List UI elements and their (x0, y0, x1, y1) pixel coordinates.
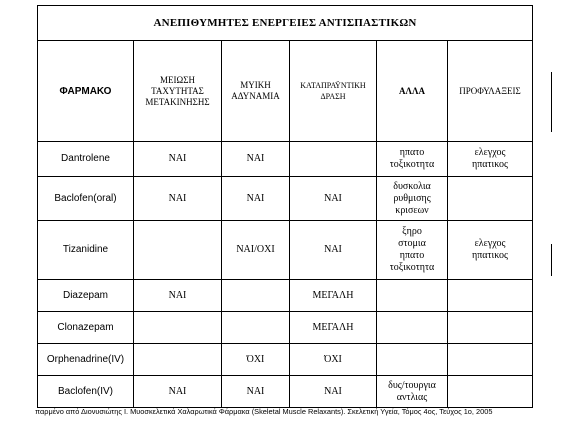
cell-drug: Diazepam (38, 280, 134, 312)
cell-muscle-weakness: ΌΧΙ (222, 344, 290, 376)
cell-drug: Baclofen(IV) (38, 376, 134, 408)
cell-muscle-weakness: ΝΑΙ (222, 376, 290, 408)
table-row (38, 280, 533, 312)
cell-movement-speed (134, 221, 222, 280)
cell-muscle-weakness: ΝΑΙ/ΟΧΙ (222, 221, 290, 280)
table-row (38, 177, 533, 221)
table-row (38, 312, 533, 344)
cell-sedation: ΝΑΙ (290, 177, 377, 221)
cell-movement-speed (134, 344, 222, 376)
cell-drug: Dantrolene (38, 142, 134, 177)
cell-muscle-weakness (222, 280, 290, 312)
table-row (38, 221, 533, 280)
header-precautions: ΠΡΟΦΥΛΑΞΕΙΣ (448, 41, 533, 142)
header-other: ΑΛΛΑ (377, 41, 448, 142)
cell-other: δυσκολια ρυθμισης κρισεων (377, 177, 448, 221)
header-muscle-weakness: ΜΥΙΚΗ ΑΔΥΝΑΜΙΑ (222, 41, 290, 142)
cell-movement-speed: ΝΑΙ (134, 376, 222, 408)
cell-movement-speed: ΝΑΙ (134, 142, 222, 177)
cell-other (377, 344, 448, 376)
edge-mark (551, 72, 552, 132)
cell-precautions: ελεγχος ηπατικος (448, 142, 533, 177)
header-movement-speed: ΜΕΙΩΣΗ ΤΑΧΥΤΗΤΑΣ ΜΕΤΑΚΙΝΗΣΗΣ (134, 41, 222, 142)
cell-movement-speed (134, 312, 222, 344)
cell-other (377, 312, 448, 344)
cell-drug: Clonazepam (38, 312, 134, 344)
table-row (38, 376, 533, 408)
cell-drug: Tizanidine (38, 221, 134, 280)
table-row (38, 344, 533, 376)
cell-muscle-weakness: ΝΑΙ (222, 142, 290, 177)
cell-muscle-weakness (222, 312, 290, 344)
cell-precautions (448, 280, 533, 312)
cell-movement-speed: ΝΑΙ (134, 177, 222, 221)
table-row (38, 142, 533, 177)
cell-sedation (290, 142, 377, 177)
cell-sedation: ΝΑΙ (290, 221, 377, 280)
cell-other: δυς/τουργια αντλιας (377, 376, 448, 408)
source-caption: παρμένο από Διονυσιώτης Ι. Μυοσκελετικά Χαλαρωτικά Φάρμακα (Skeletal Muscle Relaxants). Σκελετική Υγεία, Τόμος 4ος, Τεύχος 1ο, 2005 (35, 407, 493, 416)
cell-sedation: ΌΧΙ (290, 344, 377, 376)
header-sedation: ΚΑΤΑΠΡΑΫΝΤΙΚΗ ΔΡΑΣΗ (290, 41, 377, 142)
cell-other: ξηρο στομια ηπατο τοξικοτητα (377, 221, 448, 280)
cell-precautions (448, 376, 533, 408)
cell-precautions: ελεγχος ηπατικος (448, 221, 533, 280)
cell-other (377, 280, 448, 312)
cell-muscle-weakness: ΝΑΙ (222, 177, 290, 221)
cell-drug: Baclofen(oral) (38, 177, 134, 221)
table-title: ΑΝΕΠΙΘΥΜΗΤΕΣ ΕΝΕΡΓΕΙΕΣ ΑΝΤΙΣΠΑΣΤΙΚΩΝ (38, 6, 533, 41)
cell-sedation: ΜΕΓΑΛΗ (290, 280, 377, 312)
header-row (38, 41, 533, 142)
side-effects-table (37, 5, 533, 408)
cell-movement-speed: ΝΑΙ (134, 280, 222, 312)
cell-drug: Orphenadrine(IV) (38, 344, 134, 376)
cell-sedation: ΝΑΙ (290, 376, 377, 408)
edge-mark (551, 244, 552, 276)
cell-other: ηπατο τοξικοτητα (377, 142, 448, 177)
cell-precautions (448, 344, 533, 376)
cell-precautions (448, 177, 533, 221)
cell-precautions (448, 312, 533, 344)
cell-sedation: ΜΕΓΑΛΗ (290, 312, 377, 344)
header-drug: ΦΑΡΜΑΚΟ (38, 41, 134, 142)
